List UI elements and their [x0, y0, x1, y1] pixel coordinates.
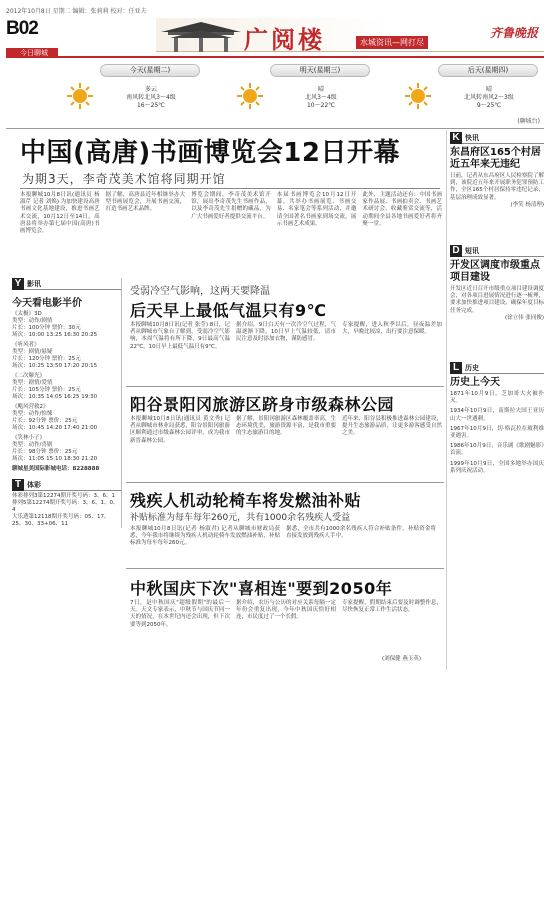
movie-duration: 片长：105分钟 票价：25元 — [12, 387, 81, 393]
weather-day-2 — [236, 64, 406, 124]
movie-name: 《飓风营救2》 — [12, 404, 49, 410]
section-tag: 今日聊城 — [6, 48, 58, 58]
section-letter: Y — [12, 278, 24, 290]
lead-paragraph: 据了解，高唐县近年相继举办大型书画展览会，开展书画交流，打造书画艺术品牌。 — [105, 192, 186, 213]
wheelchair-story-body — [130, 526, 442, 548]
movie-name: 《二次曝光》 — [12, 373, 46, 379]
weather-day-1 — [66, 64, 236, 124]
history-item: 1986年10月9日，音乐剧《歌剧魅影》首演。 — [450, 443, 544, 457]
weather-story-body — [130, 322, 442, 351]
weather-wind: 北风3～4级 — [305, 94, 337, 101]
lottery-line: 排列5第12274期开奖号码：3、6、1、0、4 — [12, 500, 119, 513]
lead-body — [20, 192, 442, 272]
section-label: 历史 — [465, 363, 479, 372]
newspaper-page — [6, 6, 544, 666]
notice-source: (徐立伟 张同俊) — [504, 314, 544, 321]
movie-showtimes: 场次：10:00 13:25 16:30 20:25 — [12, 332, 98, 338]
flash-header — [450, 132, 544, 144]
story-paragraph: 据悉，全市共有1000余名残疾人符合补贴条件，补贴资金将直接发放到残疾人手中。 — [286, 526, 436, 540]
cinema-note: 聊城星美国际影城电话：8228888 — [12, 466, 100, 472]
lead-paragraph: 博览会期间，李奇茂美术馆开馆，展出李奇茂先生书画作品，以及李奇茂先生捐赠的藏品，为广大书画爱好者提供交流平台。 — [191, 192, 271, 220]
movie-showtimes: 场次：10:25 13:50 17:20 20:15 — [12, 363, 98, 369]
divider — [126, 482, 444, 483]
sun-icon — [236, 82, 264, 110]
lottery-section-header — [12, 479, 121, 491]
story-paragraph: 据了解，景阳冈旅游区森林覆盖率高，生态环境优美，旅游资源丰富，是我市重要的生态旅游目的地。 — [236, 416, 336, 437]
lead-paragraph: 此外，主题活动还有：中国书画家作品展、书画拍卖会、书画艺术研讨会、收藏鉴赏交流等，活动期间全县各地书画爱好者将齐聚一堂。 — [362, 192, 442, 227]
lead-paragraph: 本届书画博览会10月12日开幕，共举办书画展览、书画交易、名家笔会等系列活动，并邀请全国著名书画家到场交流，展示书画艺术成果。 — [276, 192, 357, 227]
masthead — [6, 16, 544, 60]
weather-day-3 — [404, 64, 550, 124]
notice-title: 开发区调度市级重点项目建设 — [450, 260, 540, 284]
movie-section-title: 今天看电影半价 — [12, 298, 82, 309]
weather-condition: 晴 — [485, 86, 492, 93]
history-item: 1871年10月9日，芝加哥大火被扑灭。 — [450, 391, 544, 405]
story-paragraph: 本报聊城10月8日讯(记者 张莹) 8日，记者从聊城市气象台了解到，受弱冷空气影响，本周气温将有所下降，9日最高气温22℃，10日早上最低气温只有9℃。 — [130, 322, 230, 350]
flash-text: 日前，记者从东昌府区人民检察院了解到，该院近五年来开展职务犯罪预防工作，全区165个村居保持零违纪记录，基层治理成效显著。 — [450, 173, 544, 201]
top-dateline: 2012年10月8日 星期二 编辑：张莉莉 校对：任亚夫 — [6, 8, 147, 15]
history-item: 1967年10月9日，切·格瓦拉在玻利维亚遇害。 — [450, 425, 544, 440]
weather-temp: 16～25℃ — [136, 102, 165, 109]
weather-temp: 9～25℃ — [476, 102, 502, 109]
weather-forecast — [6, 64, 544, 126]
section-letter: T — [12, 479, 24, 491]
movie-section-header — [12, 278, 121, 290]
movie-type: 类型：动作/惊悚 — [12, 411, 53, 417]
movie-type: 类型：剧情/爱情 — [12, 380, 53, 386]
movie-duration: 片长：100分钟 票价：30元 — [12, 325, 81, 331]
weather-story-headline: 后天早上最低气温只有9℃ — [130, 301, 327, 320]
story-paragraph: 本报聊城10月8日讯(记者 杨淑君) 记者从聊城市财政局获悉，今年我市将继续为残疾人机动轮椅车发放燃油补贴，补贴标准为每车每年260元。 — [130, 526, 280, 547]
weather-desc — [286, 86, 356, 110]
weather-wind: 南风转北风3～4级 — [126, 94, 176, 101]
lottery-line: 大乐透第12118期开奖号码：05、17、25、30、33+06、11 — [12, 514, 110, 527]
history-item: 1999年10月9日，全国多地举办国庆系列庆祝活动。 — [450, 460, 544, 474]
divider — [6, 128, 544, 129]
weather-condition: 晴 — [317, 86, 324, 93]
story-paragraph: 7日，是中秋国庆"超级假期"的最后一天。天文专家表示，中秋节与国庆节同一天的情况，在本世纪内还会出现，但下次要等到2050年。 — [130, 600, 230, 628]
pavilion-icon — [156, 18, 246, 52]
column-subtitle: 水城资讯—网打尽 — [356, 36, 428, 49]
section-label: 短讯 — [465, 246, 479, 255]
holiday-story-headline: 中秋国庆下次"喜相连"要到2050年 — [130, 579, 393, 598]
history-title: 历史上今天 — [450, 377, 500, 389]
notice-text: 开发区近日召开市级重点项目建设调度会，对各项目进展情况进行逐一梳理，要求加快推进项目建设，确保年度目标任务完成。 — [450, 286, 544, 314]
weather-desc — [116, 86, 186, 110]
page-number: B02 — [6, 18, 38, 39]
story-paragraph: 近年来，阳谷县积极推进森林公园建设，提升生态旅游品质，让更多游客感受自然之美。 — [342, 416, 442, 437]
weather-wind: 北风转南风2～3级 — [464, 94, 514, 101]
column-banner — [156, 18, 544, 52]
section-letter: D — [450, 245, 462, 257]
lead-paragraph: 本报聊城10月8日讯(通讯员 杨淑芹 记者 刘焕) 为加快建设高唐书画文化基地建设，推进书画艺术交流，10月12日至14日，高唐县将举办第七届中国(高唐)书画博览会。 — [20, 192, 100, 235]
section-label: 影讯 — [27, 279, 41, 288]
notice-header — [450, 245, 544, 257]
movie-name: 《听风者》 — [12, 342, 40, 348]
weather-day-label: 今天(星期二) — [100, 64, 200, 77]
movie-name: 《笑林小子》 — [12, 435, 46, 441]
story-paragraph: 专家提醒，进入秋季以后，昼夜温差加大，早晚比较凉，出行要注意保暖。 — [342, 322, 442, 336]
movie-item — [12, 342, 121, 370]
movie-item — [12, 404, 121, 432]
flash-title: 东昌府区165个村居近五年来无违纪 — [450, 147, 541, 170]
story-paragraph: 据介绍，农历与公历的对应关系每隔一定年份会重复出现，今年中秋国庆恰好相连，市民度过了一个长假。 — [236, 600, 336, 621]
movie-list — [12, 311, 121, 463]
wheelchair-story-subhead: 补贴标准为每车每年260元，共有1000余名残疾人受益 — [130, 513, 351, 523]
column-title: 广阅楼 — [244, 25, 325, 54]
lottery-line: 体彩排列3第12274期开奖号码：3、6、1 — [12, 493, 115, 499]
story-byline: (刘保健 燕玉英) — [382, 656, 422, 662]
movie-duration: 片长：120分钟 票价：25元 — [12, 356, 81, 362]
weather-day-label: 明天(星期三) — [270, 64, 370, 77]
divider — [126, 386, 444, 387]
sun-icon — [404, 82, 432, 110]
movie-type: 类型：动作/喜剧 — [12, 442, 53, 448]
lead-subhead: 为期3天，李奇茂美术馆将同期开馆 — [22, 172, 226, 186]
divider — [20, 188, 440, 189]
divider — [126, 568, 444, 569]
story-paragraph: 本报聊城10月8日讯(通讯员 黄文秀) 记者从聊城市林业局获悉，阳谷景阳冈旅游区顺利通过市级森林公园评审，成为我市新晋森林公园。 — [130, 416, 230, 444]
sun-icon — [66, 82, 94, 110]
flash-source: (李笑 杨清理) — [510, 201, 544, 208]
movie-item — [12, 311, 121, 339]
section-letter: L — [450, 362, 462, 374]
lead-headline: 中国(高唐)书画博览会12日开幕 — [20, 138, 400, 168]
section-bar — [6, 48, 544, 58]
weather-desc — [454, 86, 524, 110]
story-paragraph: 专家提醒，假期结束后要及时调整作息，尽快恢复正常工作生活状态。 — [342, 600, 442, 614]
weather-condition: 多云 — [144, 86, 157, 93]
park-story-headline: 阳谷景阳冈旅游区跻身市级森林公园 — [130, 395, 395, 414]
weather-temp: 10～22℃ — [306, 102, 335, 109]
weather-day-label: 后天(星期四) — [438, 64, 538, 77]
movie-duration: 片长：98分钟 票价：25元 — [12, 449, 78, 455]
holiday-story-body — [130, 600, 442, 629]
section-label: 体彩 — [27, 480, 41, 489]
weather-source: (聊城台) — [517, 118, 540, 125]
movie-showtimes: 场次：10:45 14:20 17:40 21:00 — [12, 425, 98, 431]
column-divider — [446, 130, 447, 670]
park-story-body — [130, 416, 442, 445]
wheelchair-story-headline: 残疾人机动轮椅车将发燃油补贴 — [130, 491, 362, 510]
movie-showtimes: 场次：11:05 15:10 18:30 21:20 — [12, 456, 98, 462]
left-column — [12, 278, 122, 528]
story-paragraph: 据介绍，9日白天有一次冷空气过程，气温逐渐下降，10日早上气温较低，请市民注意及时添加衣物，谨防感冒。 — [236, 322, 336, 343]
history-item: 1934年10月9日，南斯拉夫国王亚历山大一世遇刺。 — [450, 408, 544, 422]
history-header — [450, 362, 544, 374]
movie-item — [12, 373, 121, 401]
movie-duration: 片长：92分钟 票价：25元 — [12, 418, 78, 424]
right-rail — [450, 132, 544, 478]
movie-showtimes: 场次：10:35 14:05 16:25 19:30 — [12, 394, 98, 400]
movie-name: 《太极》3D — [12, 311, 42, 317]
section-label: 快讯 — [465, 133, 479, 142]
paper-logo: 齐鲁晚报 — [489, 26, 538, 40]
weather-story-kicker: 受弱冷空气影响，这两天要降温 — [130, 286, 270, 297]
movie-type: 类型：剧情/悬疑 — [12, 349, 53, 355]
movie-item — [12, 435, 121, 463]
section-letter: K — [450, 132, 462, 144]
movie-type: 类型：动作/剧情 — [12, 318, 53, 324]
